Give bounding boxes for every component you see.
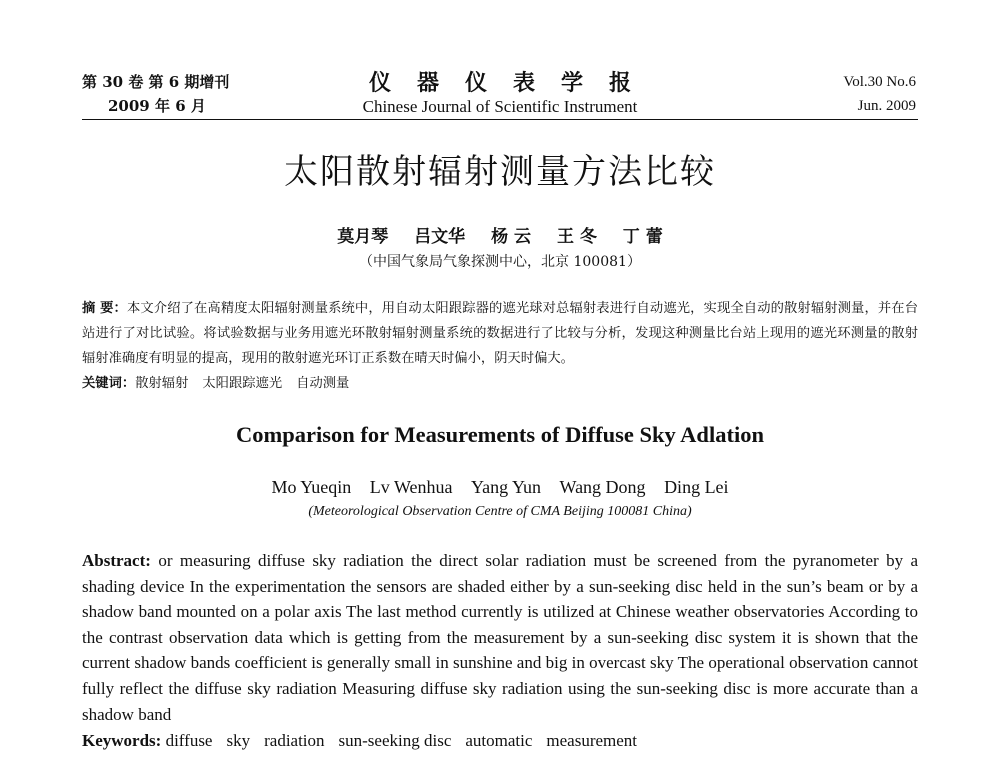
issue-date-cn: 2009 年 6 月 [108,97,206,115]
keywords-cn [82,371,363,396]
author-list-cn [0,222,1000,247]
abstract-en-text: or measuring diffuse sky radiation the direct solar radiation must be screened from the pyranometer by a shading device In the experimentation the sensors are shaded either by a sun-seeking disc held in the sun’s beam or by a shadow band mounted on a polar axis The last method currently is utilized at Chinese weather observatories According to the contrast observation data which is getting from the measurement by a sun-seeking disc system it is shown that the current shadow bands coefficient is generally small in sunshine and big in overcast sky The operational observation cannot fully reflect the diffuse sky radiation Measuring diffuse sky radiation using the sun-seeking disc is more accurate than a shadow band [82,551,919,724]
header-rule [82,119,918,120]
keywords-en [82,728,651,753]
keywords-en-label: Keywords: [82,731,162,750]
journal-volume-en [843,70,916,118]
paper-title-en: Comparison for Measurements of Diffuse Sky Adlation [236,422,764,447]
volume-issue: 第 30 卷 第 6 期增刊 [82,73,230,91]
abstract-cn-label: 摘 要： [82,301,127,316]
keyword-en: sun-seeking disc [338,731,452,750]
author-cn: 吕文华 [414,227,466,247]
affiliation-cn: （中国气象局气象探测中心，北京 100081） [359,254,641,270]
author-en: Ding Lei [664,477,729,497]
keyword-en: diffuse [165,731,213,750]
paper-title-cn: 太阳散射辐射测量方法比较 [284,152,716,192]
author-cn: 杨 云 [491,227,532,247]
keyword-cn: 散射辐射 [135,376,189,391]
author-cn: 丁 蕾 [622,227,663,247]
keyword-en: sky [226,731,251,750]
abstract-cn [82,296,918,371]
author-cn: 王 冬 [556,227,597,247]
keyword-en: measurement [546,731,638,750]
issue-date-en: Jun. 2009 [857,98,916,114]
keyword-cn: 自动测量 [296,376,350,391]
keyword-en: radiation [264,731,325,750]
author-cn: 莫月琴 [337,227,389,247]
affiliation-en: (Meteorological Observation Centre of CMA Beijing 100081 China) [308,504,692,519]
abstract-cn-text: 本文介绍了在高精度太阳辐射测量系统中，用自动太阳跟踪器的遮光球对总辐射表进行自动遮光，实现全自动的散射辐射测量，并在台站进行了对比试验。将试验数据与业务用遮光环散射辐射测量系统的数据进行了比较与分析，发现这种测量比台站上现用的遮光环测量的散射辐射准确度有明显的提高，现用的散射遮光环订正系数在晴天时偏小，阴天时偏大。 [82,301,918,366]
author-list-en [0,477,1000,498]
author-en: Lv Wenhua [369,477,453,497]
abstract-en-label: Abstract: [82,551,151,570]
author-en: Mo Yueqin [271,477,352,497]
author-en: Wang Dong [559,477,646,497]
keywords-cn-label: 关键词： [82,376,136,391]
keyword-cn: 太阳跟踪遮光 [202,376,283,391]
keyword-en: automatic [465,731,533,750]
journal-name-cn: 仪器仪表学报 [368,70,657,96]
journal-name-en: Chinese Journal of Scientific Instrument [362,97,638,116]
author-en: Yang Yun [470,477,542,497]
abstract-en [82,548,918,727]
volume-en: Vol.30 No.6 [843,74,916,90]
